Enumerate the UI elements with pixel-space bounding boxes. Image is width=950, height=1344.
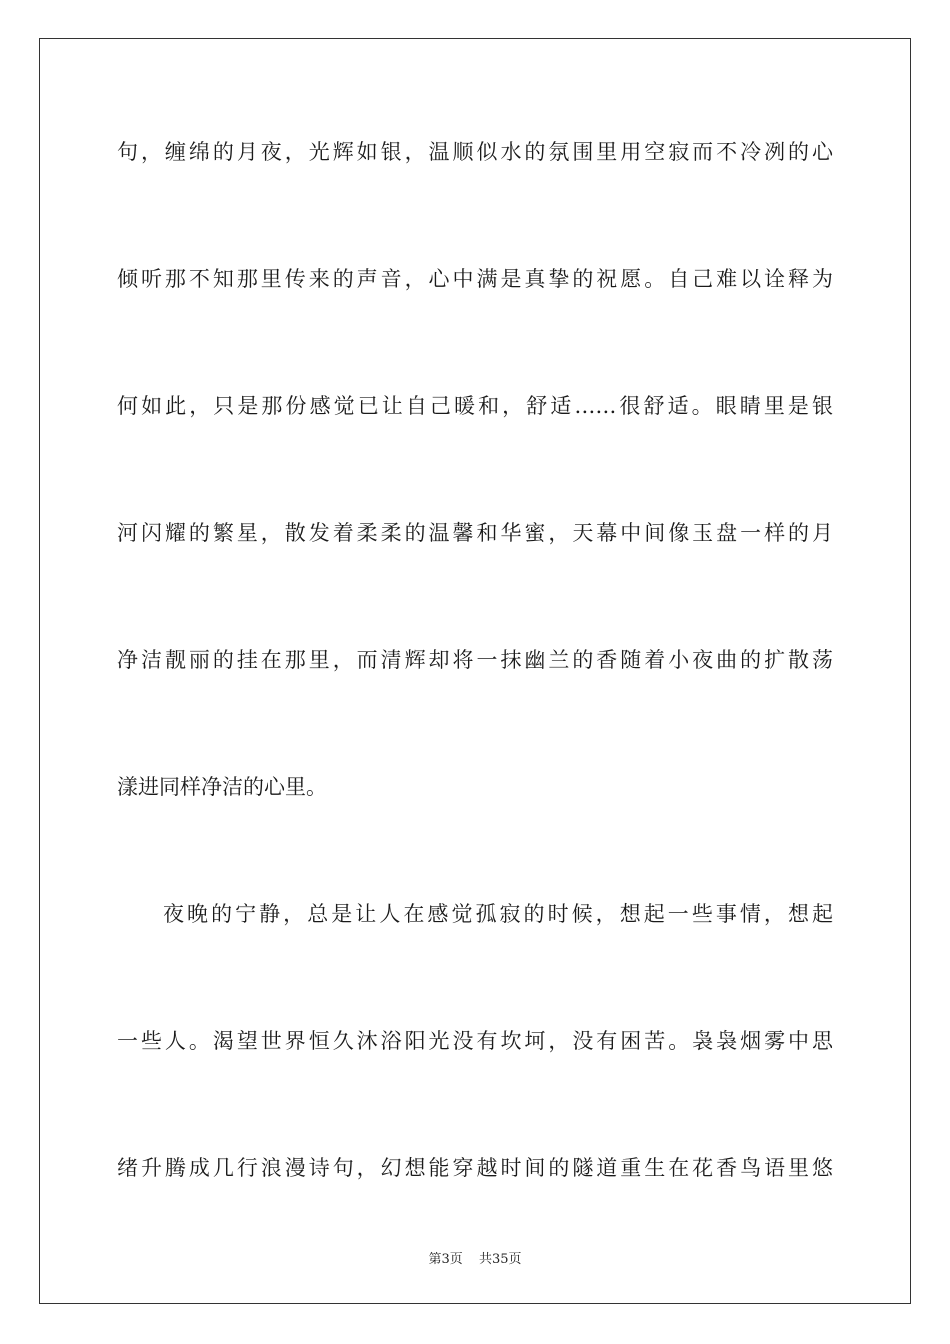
paragraph-first-line: 夜晚的宁静，总是让人在感觉孤寂的时候，想起一些事情，想起 bbox=[163, 902, 833, 926]
text-line: 句，缠绵的月夜，光辉如银，温顺似水的氛围里用空寂而不冷冽的心 bbox=[117, 140, 833, 164]
text-line: 河闪耀的繁星，散发着柔柔的温馨和华蜜，天幕中间像玉盘一样的月 bbox=[117, 521, 833, 545]
text-line: 漾进同样净洁的心里。 bbox=[117, 775, 327, 799]
text-line: 何如此，只是那份感觉已让自己暖和，舒适……很舒适。眼睛里是银 bbox=[117, 394, 833, 418]
document-body bbox=[117, 127, 833, 1194]
text-line: 一些人。渴望世界恒久沐浴阳光没有坎坷，没有困苦。袅袅烟雾中思 bbox=[117, 1029, 833, 1053]
page-number: 第3页 bbox=[428, 1252, 463, 1267]
text-line: 倾听那不知那里传来的声音，心中满是真挚的祝愿。自己难以诠释为 bbox=[117, 267, 833, 291]
page-footer bbox=[0, 1248, 950, 1267]
text-line: 绪升腾成几行浪漫诗句，幻想能穿越时间的隧道重生在花香鸟语里悠 bbox=[117, 1156, 833, 1180]
text-line: 净洁靓丽的挂在那里，而清辉却将一抹幽兰的香随着小夜曲的扩散荡 bbox=[117, 648, 833, 672]
page-total: 共35页 bbox=[478, 1252, 522, 1267]
